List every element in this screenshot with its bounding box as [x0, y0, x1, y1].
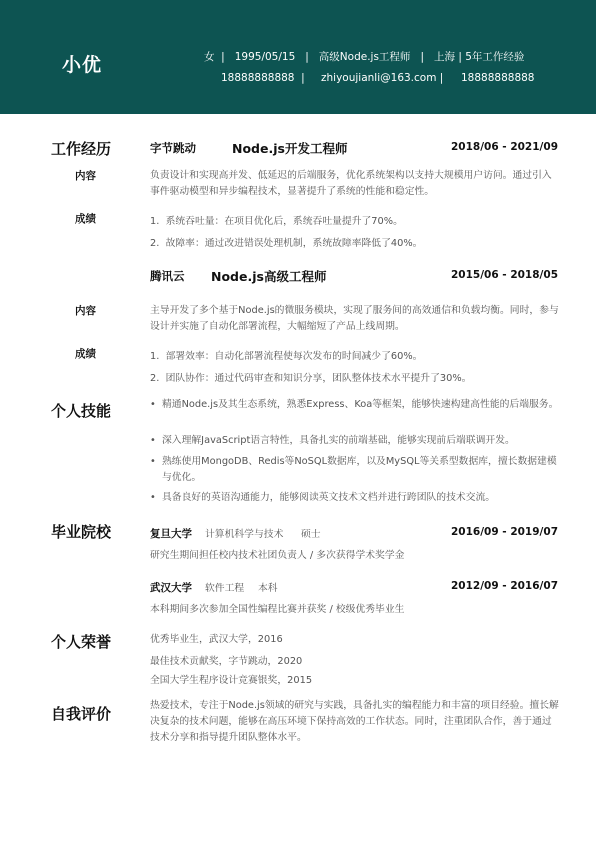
school-name: 武汉大学	[150, 582, 192, 594]
phone-primary: 18888888888 |	[221, 72, 305, 84]
work-result-item: 2. 故障率：通过改进错误处理机制，系统故障率降低了40%。	[150, 238, 423, 249]
skill-item	[150, 433, 560, 449]
candidate-name: 小优	[62, 54, 103, 76]
school-note: 研究生期间担任校内技术社团负责人 / 多次获得学术奖学金	[150, 550, 405, 561]
resume-header	[0, 0, 596, 114]
skill-text: 具备良好的英语沟通能力，能够阅读英文技术文档并进行跨团队的技术交流。	[162, 492, 496, 503]
work-result-item: 1. 系统吞吐量：在项目优化后，系统吞吐量提升了70%。	[150, 216, 403, 227]
school-major: 计算机科学与技术	[205, 529, 284, 540]
skill-item	[150, 397, 560, 413]
school-date: 2016/09 - 2019/07	[450, 526, 558, 538]
school-name: 复旦大学	[150, 528, 192, 540]
skill-text: 深入理解JavaScript语言特性，具备扎实的前端基础，能够实现前后端联调开发。	[162, 435, 515, 446]
school-date: 2012/09 - 2016/07	[450, 580, 558, 592]
work-role: Node.js开发工程师	[232, 141, 348, 156]
honor-item: 优秀毕业生，武汉大学，2016	[150, 634, 283, 645]
work-date: 2015/06 - 2018/05	[450, 269, 558, 281]
honor-item: 最佳技术贡献奖，字节跳动，2020	[150, 656, 303, 667]
work-date: 2018/06 - 2021/09	[450, 141, 558, 153]
section-title-work: 工作经历	[51, 140, 112, 158]
section-title-self: 自我评价	[51, 705, 112, 723]
section-title-skills: 个人技能	[51, 402, 112, 420]
work-content: 主导开发了多个基于Node.js的微服务模块，实现了服务间的高效通信和负载均衡。同时，参与设计并实施了自动化部署流程，大幅缩短了产品上线周期。	[150, 305, 559, 332]
school-note: 本科期间多次参加全国性编程比赛并获奖 / 校级优秀毕业生	[150, 604, 405, 615]
contact-info-line	[221, 72, 535, 132]
personal-info-line: 女 | 1995/05/15 | 高级Node.js工程师 | 上海 | 5年工作经验	[204, 51, 525, 63]
honor-item: 全国大学生程序设计竞赛银奖，2015	[150, 675, 313, 686]
skill-item	[150, 454, 560, 486]
skill-item	[150, 490, 560, 506]
skill-text: 熟练使用MongoDB、Redis等NoSQL数据库，以及MySQL等关系型数据库，擅长数据建模与优化。	[162, 456, 557, 483]
section-title-honors: 个人荣誉	[51, 633, 112, 651]
work-result-item: 2. 团队协作：通过代码审查和知识分享，团队整体技术水平提升了30%。	[150, 373, 472, 384]
work-company: 字节跳动	[150, 141, 196, 155]
bullet-dot-icon: •	[150, 492, 156, 503]
school-degree: 本科	[258, 583, 278, 594]
school-degree: 硕士	[301, 529, 321, 540]
bullet-dot-icon: •	[150, 435, 156, 446]
email-address: zhiyoujianli@163.com |	[321, 72, 444, 84]
work-company: 腾讯云	[150, 269, 185, 283]
phone-secondary: 18888888888	[461, 72, 535, 84]
work-result-label: 成绩	[75, 213, 96, 225]
bullet-dot-icon: •	[150, 456, 156, 467]
section-title-education: 毕业院校	[51, 523, 112, 541]
work-content-label: 内容	[75, 170, 96, 182]
work-content-label: 内容	[75, 305, 96, 317]
work-result-label: 成绩	[75, 348, 96, 360]
bullet-dot-icon: •	[150, 399, 156, 410]
work-result-item: 1. 部署效率：自动化部署流程使每次发布的时间减少了60%。	[150, 351, 423, 362]
work-role: Node.js高级工程师	[211, 269, 327, 284]
work-content: 负责设计和实现高并发、低延迟的后端服务，优化系统架构以支持大规模用户访问。通过引入事件驱动模型和异步编程技术，显著提升了系统的性能和稳定性。	[150, 170, 552, 197]
self-evaluation: 热爱技术，专注于Node.js领域的研究与实践，具备扎实的编程能力和丰富的项目经验。擅长解决复杂的技术问题，能够在高压环境下保持高效的工作状态。同时，注重团队合作，善于通过技术分享和指导提升团队整体水平。	[150, 700, 559, 743]
school-major: 软件工程	[205, 583, 245, 594]
skill-text: 精通Node.js及其生态系统，熟悉Express、Koa等框架，能够快速构建高性能的后端服务。	[162, 399, 559, 410]
